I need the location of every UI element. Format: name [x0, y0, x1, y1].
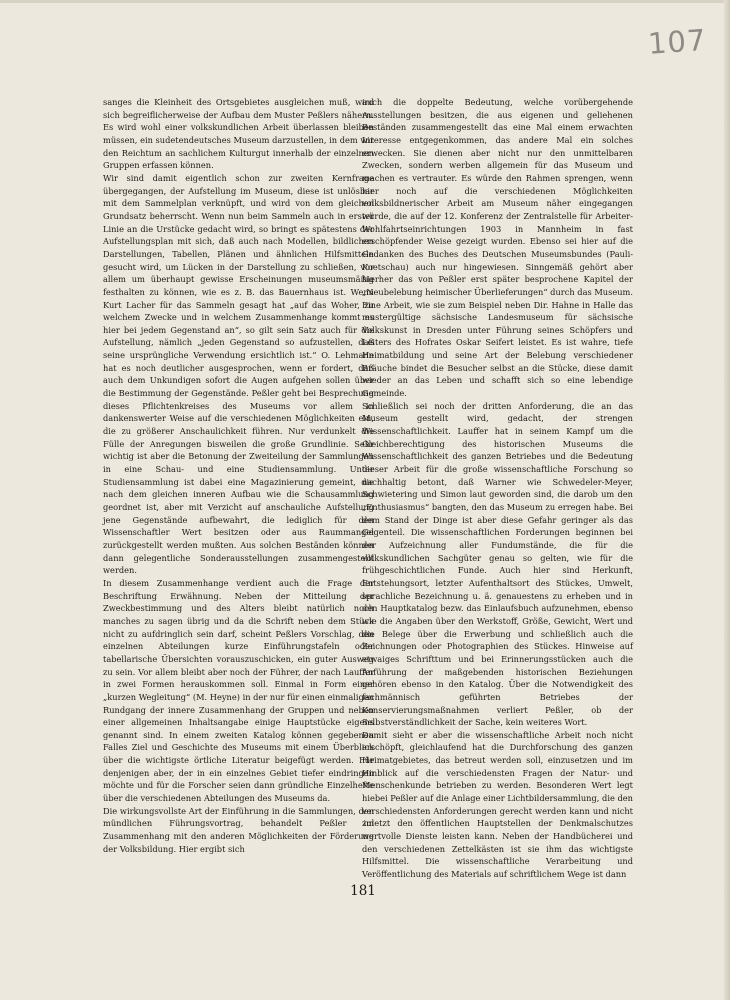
paragraph: In diesem Zusammenhange verdient auch die Frage der Beschriftung Erwähnung. Neben der Mitteilung der Zweckbestimmung und des Alters bleibt natürlich noch manches zu sagen übrig und da die Schrift neben dem Stück nicht zu aufdringlich sein darf, scheint Peßlers Vorschlag, den einzelnen Abteilungen kurze Einführungstafeln oder tabellarische Übersichten vorauszuschicken, ein guter Ausweg zu sein. Vor allem bleibt aber noch der Führer, der nach Lauffer in zwei Formen herauskommen soll. Einmal in Form einer „kurzen Wegleitung“ (M. Heyne) in der nur für einen einmaligen Rundgang der innere Zusammenhang der Gruppen und neben einer allgemeinen Inhaltsangabe einige Hauptstücke eigens genannt sind. In einem zweiten Katalog können gegebenen Falles Ziel und Geschichte des Museums mit einem Überblick über die wichtigste örtliche Literatur beigefügt werden. Für denjenigen aber, der in ein einzelnes Gebiet tiefer eindringen möchte und für die Forscher seien dann gründliche Einzelhefte über die verschiedenen Abteilungen des Museums da. [103, 577, 374, 804]
right-text-column [362, 96, 633, 880]
paragraph: Damit sieht er aber die wissenschaftliche Arbeit noch nicht erschöpft, gleichlaufend hat die Durchforschung des ganzen Heimatgebietes, das betreut werden soll, einzusetzen und im Hinblick auf die verschiedensten Fragen der Natur- und Menschenkunde betrieben zu werden. Besonderen Wert legt hiebei Peßler auf die Anlage einer Lichtbildersammlung, die den verschiedensten Anforderungen gerecht werden kann und nicht zuletzt den öffentlichen Hauptstellen der Denkmalschutzes wertvolle Dienste leisten kann. Neben der Handbücherei und den verschiedenen Zettelkästen ist sie ihm das wichtigste Hilfsmittel. Die wissenschaftliche Verarbeitung und Veröffentlichung des Materials auf schriftlichem Wege ist dann [362, 729, 633, 880]
paragraph: Wir sind damit eigentlich schon zur zweiten Kernfrage übergegangen, der Aufstellung im Museum, diese ist unlösbar mit dem Sammelplan verknüpft, und wird von dem gleichen Grundsatz beherrscht. Wenn nun beim Sammeln auch in erster Linie an die Urstücke gedacht wird, so bringt es spätestens der Aufstellungsplan mit sich, daß auch nach Modellen, bildlichen Darstellungen, Tabellen, Plänen und ähnlichen Hilfsmitteln gesucht wird, um Lücken in der Darstellung zu schließen, vor allem um überhaupt gewisse Erscheinungen museumsmäßig festhalten zu können, wie es z. B. das Bauernhaus ist. Wenn Kurt Lacher für das Sammeln gesagt hat „auf das Woher, zu welchem Zwecke und in welchem Zusammenhange kommt es hier bei jedem Gegenstand an“, so gilt sein Satz auch für die Aufstellung, nämlich „jeden Gegenstand so aufzustellen, daß seine ursprüngliche Verwendung ersichtlich ist.“ O. Lehmann hat es noch deutlicher ausgesprochen, wenn er fordert, daß auch dem Unkundigen sofort die Augen aufgehen sollen über die Bestimmung der Gegenstände. Peßler geht bei Besprechung dieses Pflichtenkreises des Museums vor allem in dankenswerter Weise auf die verschiedenen Möglichkeiten ein, die zu größerer Anschaulichkeit führen. Nur verdunkelt die Fülle der Anregungen bisweilen die große Grundlinie. Sehr wichtig ist aber die Betonung der Zweiteilung der Sammlungen in eine Schau- und eine Studiensammlung. Unter Studiensammlung ist dabei eine Magazinierung gemeint, die nach dem gleichen inneren Aufbau wie die Schausammlung geordnet ist, aber mit Verzicht auf anschauliche Aufstellung jene Gegenstände aufbewahrt, die lediglich für den Wissenschaftler Wert besitzen oder aus Raummangel zurückgestellt werden mußten. Aus solchen Beständen können dann gelegentliche Sonderausstellungen zusammengestellt werden. [103, 172, 374, 576]
page-top-edge [0, 0, 730, 3]
paragraph: sanges die Kleinheit des Ortsgebietes ausgleichen muß, wird sich begreiflicherweise der Aufbau dem Muster Peßlers nähern. Es wird wohl einer volkskundlichen Arbeit überlassen bleiben müssen, ein sudetendeutsches Museum darzustellen, in dem wir den Reichtum an sachlichem Kulturgut innerhalb der einzelnen Gruppen erfassen können. [103, 97, 374, 171]
paragraph: auch die doppelte Bedeutung, welche vorübergehende Ausstellungen besitzen, die aus eigenen und geliehenen Beständen zusammengestellt das eine Mal einem erwachten Interesse entgegenkommen, das andere Mal ein solches erwecken. Sie dienen aber nicht nur den unmittelbaren Zwecken, sondern werben allgemein für das Museum und machen es vertrauter. Es würde den Rahmen sprengen, wenn hier noch auf die verschiedenen Möglichkeiten volksbildnerischer Arbeit am Museum näher eingegangen würde, die auf der 12. Konferenz der Zentralstelle für Arbeiter-Wohlfahrtseinrichtungen 1903 in Mannheim in fast erschöpfender Weise gezeigt wurden. Ebenso sei hier auf die Gedanken des Buches des Deutschen Museumsbundes (Pauli-Koetschau) auch nur hingewiesen. Sinngemäß gehört aber hierher das von Peßler erst später besprochene Kapitel der „Neubelebung heimischer Überlieferungen“ durch das Museum. Eine Arbeit, wie sie zum Beispiel neben Dir. Hahne in Halle das mustergültige sächsische Landesmuseum für sächsische Volkskunst in Dresden unter Führung seines Schöpfers und Leiters des Hofrates Oskar Seifert leistet. Es ist wahre, tiefe Heimatbildung und seine Art der Belebung verschiedener Bräuche bindet die Besucher selbst an die Stücke, diese damit wieder an das Leben und schafft sich so eine lebendige Gemeinde. [362, 97, 633, 399]
handwritten-page-note: 107 [646, 22, 708, 61]
paragraph: Die wirkungsvollste Art der Einführung in die Sammlungen, den mündlichen Führungsvortrag, behandelt Peßler im Zusammenhang mit den anderen Möglichkeiten der Förderung der Volksbildung. Hier ergibt sich [103, 805, 374, 854]
page-number: 181 [350, 883, 376, 899]
left-text-column [103, 96, 374, 872]
page-right-edge [724, 0, 730, 1000]
paragraph: Schließlich sei noch der dritten Anforderung, die an das Museum gestellt wird, gedacht, der strengen Wissenschaftlichkeit. Lauffer hat in seinem Kampf um die Gleichberechtigung des historischen Museums die Wissenschaftlichkeit des ganzen Betriebes und die Bedeutung dieser Arbeit für die große wissenschaftliche Forschung so nachhaltig betont, daß Warner wie Schwedeler-Meyer, Schwietering und Simon laut geworden sind, die darob um den „Enthusiasmus“ bangten, den das Museum zu erregen habe. Bei dem Stand der Dinge ist aber diese Gefahr geringer als das Gegenteil. Die wissenschaftlichen Forderungen beginnen bei der Aufzeichnung aller Fundumstände, die für die volkskundlichen Sachgüter genau so gelten, wie für die frühgeschichtlichen Funde. Auch hier sind Herkunft, Entstehungsort, letzter Aufenthaltsort des Stückes, Umwelt, sprachliche Bezeichnung u. ä. genauestens zu erheben und in den Hauptkatalog bezw. das Einlaufsbuch aufzunehmen, ebenso wie die Angaben über den Werkstoff, Größe, Gewicht, Wert und die Belege über die Erwerbung und schließlich auch die Zeichnungen oder Photographien des Stückes. Hinweise auf etwaiges Schrifttum und bei Erinnerungsstücken auch die Anführung der maßgebenden historischen Beziehungen gehören ebenso in den Katalog. Über die Notwendigkeit des fachmännisch geführten Betriebes der Konservierungsmaßnahmen verliert Peßler, ob der Selbstverständlichkeit der Sache, kein weiteres Wort. [362, 400, 633, 728]
